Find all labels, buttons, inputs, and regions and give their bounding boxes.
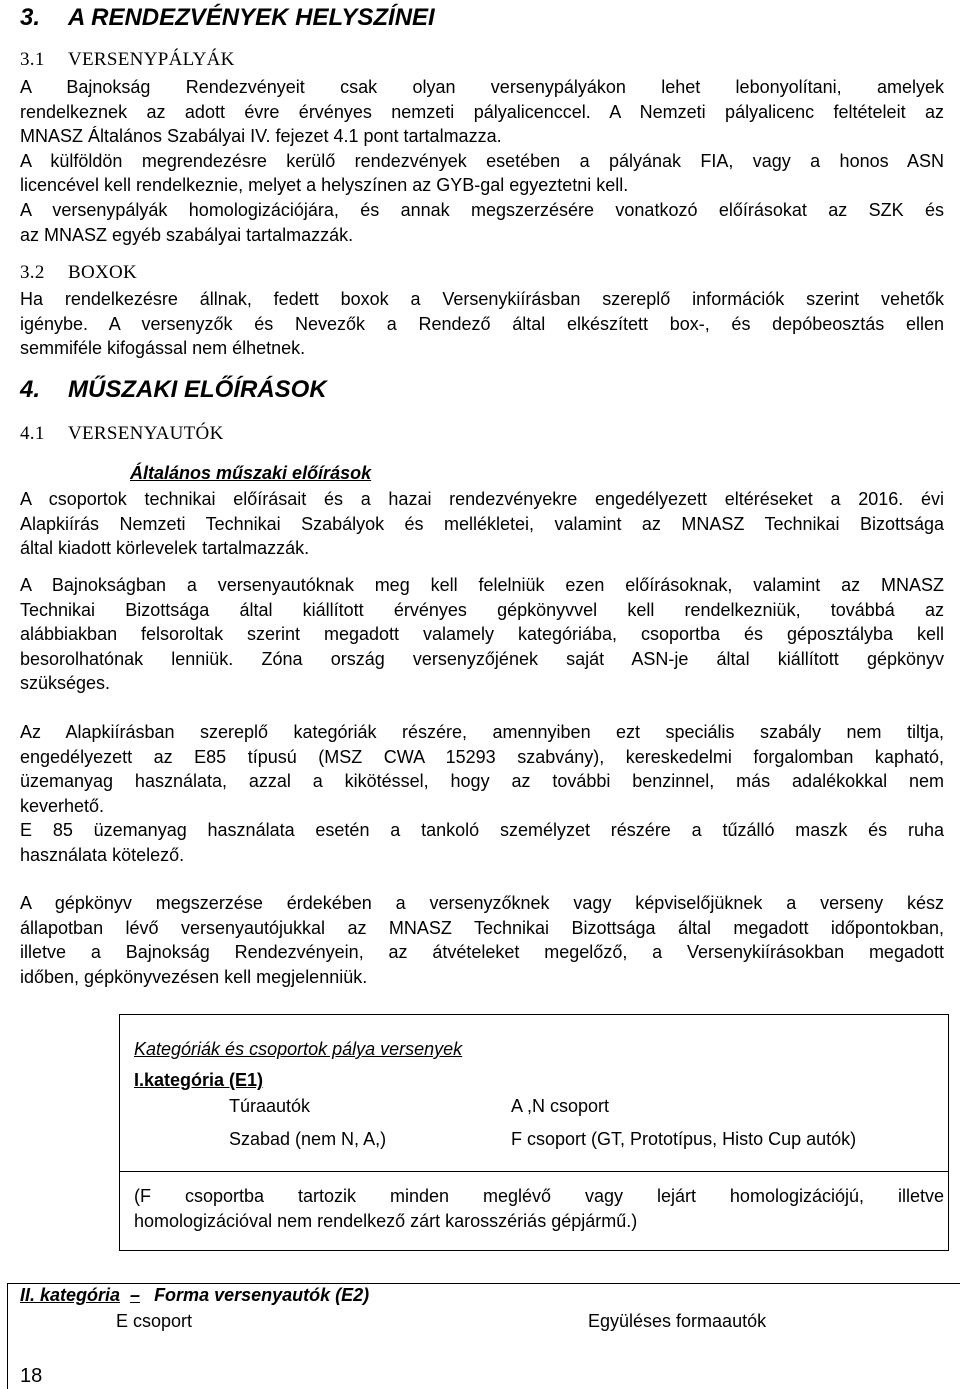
- text-line: által kiadott körlevelek tartalmazzák.: [20, 538, 310, 559]
- section-number: 4.1: [20, 423, 45, 444]
- category-1-row-1-right: A ,N csoport: [511, 1096, 610, 1116]
- text-line: Ha rendelkezésre állnak, fedett boxok a Versenykiírásban szereplő információk szerint vehetők: [20, 289, 944, 309]
- text-line: időben, gépkönyvezésen kell megjelenniük.: [20, 966, 368, 987]
- text-line: licencével kell rendelkeznie, melyet a helyszínen az GYB-gal egyeztetni kell.: [20, 175, 629, 196]
- text-line: A külföldön megrendezésre kerülő rendezvények esetében a pályának FIA, vagy a honos ASN: [20, 150, 944, 171]
- section-title: VERSENYPÁLYÁK: [68, 49, 235, 70]
- category-2-row-left: E csoport: [116, 1311, 193, 1331]
- section-title: A RENDEZVÉNYEK HELYSZÍNEI: [68, 4, 435, 31]
- category-1-row-2-right: F csoport (GT, Prototípus, Histo Cup autók): [511, 1129, 857, 1149]
- section-number: 3.1: [20, 49, 45, 70]
- text-line: az MNASZ egyéb szabályai tartalmazzák.: [20, 224, 354, 245]
- text-line: keverhető.: [20, 795, 105, 816]
- box-title: Kategóriák és csoportok pálya versenyek: [134, 1039, 463, 1059]
- page-number: 18: [20, 1365, 43, 1387]
- text-line: A versenypályák homologizációjára, és annak megszerzésére vonatkozó előírásokat az SZK és: [20, 199, 944, 220]
- category-1-note: [134, 1184, 944, 1233]
- paragraph-3: [20, 720, 944, 818]
- text-line: üzemanyag használata, azzal a kikötéssel, hogy az további benzinnel, más adalékokkal nem: [20, 771, 944, 792]
- text-line: Technikai Bizottsága által kiállított érvényes gépkönyvvel kell rendelkezniük, továbbá az: [20, 599, 944, 620]
- box-divider: [119, 1171, 949, 1172]
- text-line: MNASZ Általános Szabályai IV. fejezet 4.1 pont tartalmazza.: [20, 126, 502, 147]
- section-4-heading: [20, 376, 327, 404]
- paragraph-5: [20, 891, 944, 989]
- text-line: besorolhatónak lenniük. Zóna ország versenyzőjének saját ASN-je által kiállított gépkönyv: [20, 648, 944, 669]
- section-3-1-heading: [20, 49, 235, 71]
- category-2-title: Forma versenyautók (E2): [154, 1285, 370, 1305]
- section-number: 3.: [20, 4, 41, 31]
- text-line: A gépkönyv megszerzése érdekében a versenyzőknek vagy képviselőjüknek a verseny kész: [20, 893, 944, 913]
- category-2-label: II. kategória: [20, 1285, 121, 1305]
- paragraph-1: [20, 487, 944, 561]
- category-1-label: I.kategória (E1): [134, 1070, 264, 1090]
- section-title: BOXOK: [68, 262, 138, 283]
- section-number: 3.2: [20, 262, 45, 283]
- text-line: rendelkeznek az adott évre érvényes nemzeti pályalicenccel. A Nemzeti pályalicenc feltételeit az: [20, 101, 944, 122]
- category-1-row-1-left: Túraautók: [229, 1096, 311, 1116]
- section-3-1-text: [20, 75, 944, 247]
- text-line: A csoportok technikai előírásait és a hazai rendezvényekre engedélyezett eltéréseket a 2016. évi: [20, 489, 944, 509]
- section-number: 4.: [20, 376, 41, 403]
- text-line: igénybe. A versenyzők és Nevezők a Rendező által elkészített box-, és depóbeosztás ellen: [20, 313, 944, 334]
- text-line: szükséges.: [20, 673, 111, 694]
- text-line: A Bajnokságban a versenyautóknak meg kell felelniük ezen előírásoknak, valamint az MNASZ: [20, 575, 944, 595]
- section-3-heading: [20, 4, 435, 32]
- section-3-2-text: [20, 287, 944, 361]
- section-title: MŰSZAKI ELŐÍRÁSOK: [68, 376, 327, 403]
- section-title: VERSENYAUTÓK: [68, 423, 224, 444]
- category-2-heading: [20, 1285, 369, 1306]
- text-line: engedélyezett az E85 típusú (MSZ CWA 15293 szabvány), kereskedelmi forgalomban kapható,: [20, 746, 944, 767]
- text-line: E 85 üzemanyag használata esetén a tankoló személyzet részére a tűzálló maszk és ruha: [20, 820, 944, 840]
- text-line: illetve a Bajnokság Rendezvényein, az átvételeket megelőző, a Versenykiírásokban megadott: [20, 942, 944, 963]
- category-2-row-right: Együléses formaautók: [588, 1311, 767, 1331]
- text-line: alábbiakban felsoroltak szerint megadott valamely kategóriába, csoportba és géposztályba kell: [20, 624, 944, 645]
- general-heading: Általános műszaki előírások: [130, 463, 372, 483]
- section-3-2-heading: [20, 262, 137, 284]
- category-2-dash: –: [130, 1285, 141, 1305]
- paragraph-2: [20, 573, 944, 696]
- text-line: homologizációval nem rendelkező zárt karosszériás gépjármű.): [134, 1210, 638, 1231]
- text-line: használata kötelező.: [20, 844, 185, 865]
- category-1-row-2-left: Szabad (nem N, A,): [229, 1129, 387, 1149]
- text-line: semmiféle kifogással nem élhetnek.: [20, 338, 306, 359]
- text-line: Az Alapkiírásban szereplő kategóriák részére, amennyiben ezt speciális szabály nem tiltja,: [20, 722, 944, 742]
- text-line: Alapkiírás Nemzeti Technikai Szabályok és mellékletei, valamint az MNASZ Technikai Bizottsága: [20, 513, 944, 534]
- text-line: állapotban lévő versenyautójukkal az MNASZ Technikai Bizottsága által megadott időpontokban,: [20, 917, 944, 938]
- text-line: A Bajnokság Rendezvényeit csak olyan versenypályákon lehet lebonyolítani, amelyek: [20, 77, 944, 97]
- text-line: (F csoportba tartozik minden meglévő vagy lejárt homologizációjú, illetve: [134, 1186, 944, 1206]
- section-4-1-heading: [20, 423, 224, 445]
- paragraph-4: [20, 818, 944, 867]
